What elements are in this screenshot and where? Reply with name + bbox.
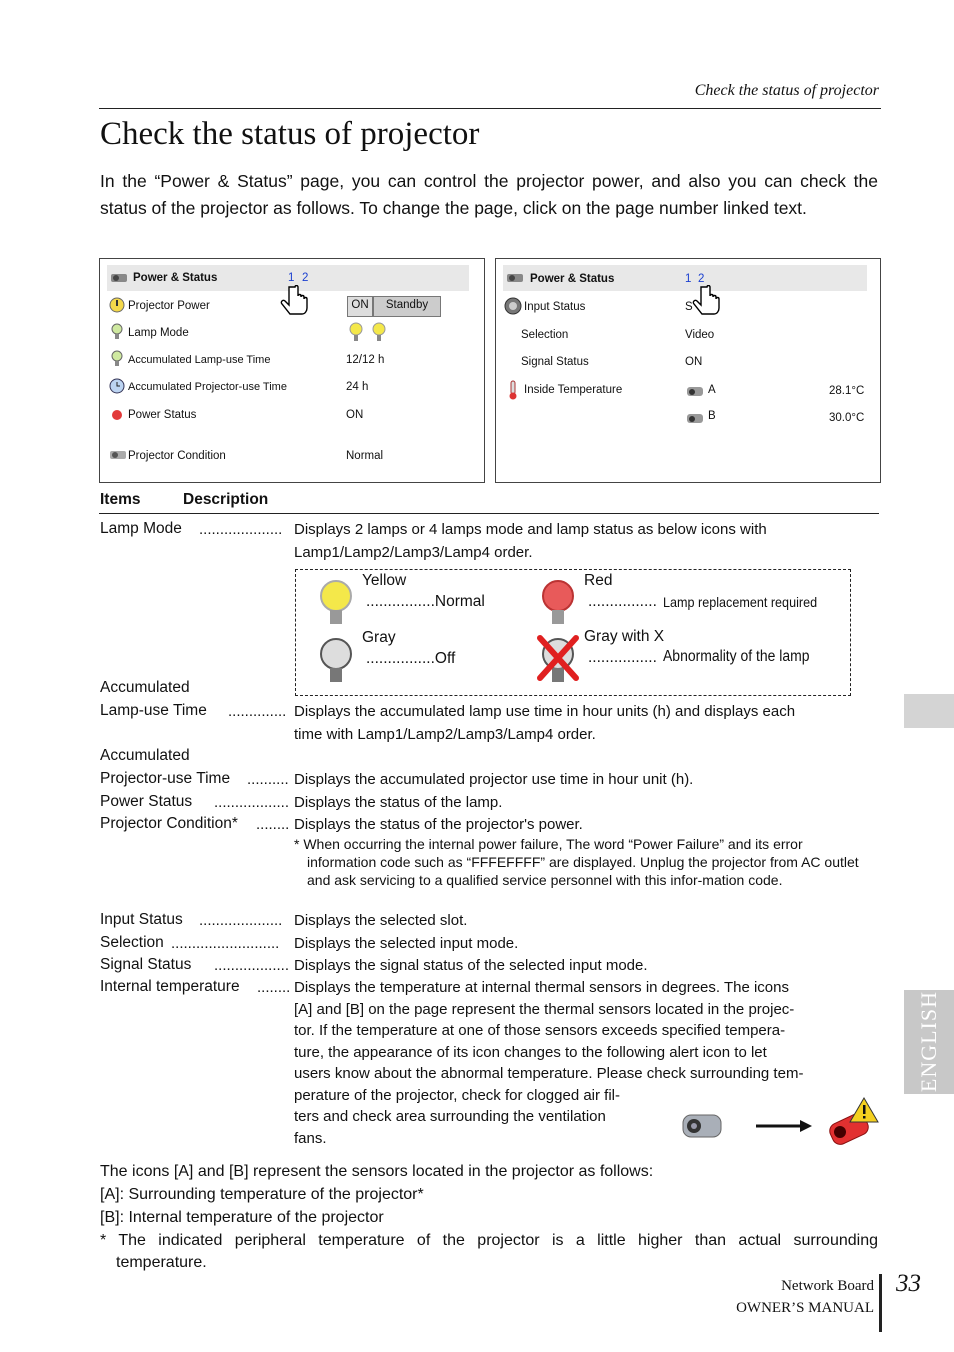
lamp2-yellow-icon <box>371 322 387 344</box>
projector-use-time-value: 24 h <box>346 381 369 393</box>
footnote-line-1: * The indicated peripheral temperature of the projector is a little higher than actual surrounding <box>100 1232 878 1249</box>
dot-leader: .......................... <box>171 935 280 952</box>
dot-leader: .................... <box>199 521 283 538</box>
lamp-status-legend <box>295 569 851 696</box>
selection-value: Video <box>685 329 715 341</box>
input-status-icon <box>504 297 522 315</box>
selection-label: Selection <box>100 934 164 951</box>
legend-gray-x: Gray with X <box>584 628 665 645</box>
arrow-right-icon <box>754 1118 814 1134</box>
projector-icon <box>506 271 526 285</box>
power-status-dot-icon <box>111 409 123 421</box>
internal-temp-line: Displays the temperature at internal thermal sensors in degrees. The icons <box>294 979 789 996</box>
thermometer-icon <box>508 380 518 400</box>
proj-cond-note: * When occurring the internal power failure, The word “Power Failure” and its error information code such as “FFFEFFFF” are displayed. Unplug the projector from AC outlet and ask servicing to a qualified service personnel with this infor-mation code. <box>294 836 859 888</box>
lamp-gray-x-icon <box>536 632 580 688</box>
proj-use-label-2: Projector-use Time <box>100 770 231 787</box>
english-tab-label: ENGLISH <box>916 991 941 1093</box>
footer-line-2: OWNER’S MANUAL <box>736 1300 874 1316</box>
lamp-mode-desc-1: Displays 2 lamps or 4 lamps mode and lamp status as below icons with <box>294 521 767 538</box>
description-column-header: Description <box>183 491 269 508</box>
sensors-intro: The icons [A] and [B] represent the sensors located in the projector as follows: <box>100 1163 654 1180</box>
lamp-use-time-value: 12/12 h <box>346 354 385 366</box>
dot-leader: .................... <box>199 912 283 929</box>
intro-paragraph: In the “Power & Status” page, you can control the projector power, and also you can check the status of the projector as follows. To change the page, click on the page number linked text. <box>100 171 878 218</box>
legend-red-desc: Lamp replacement required <box>663 594 818 610</box>
lamp-use-label-1: Accumulated <box>100 679 190 696</box>
standby-button[interactable]: Standby <box>373 296 441 317</box>
dot-leader: ........ <box>257 979 291 996</box>
hand-cursor-icon <box>692 285 722 321</box>
sensor-b-icon <box>686 410 706 426</box>
page-link-1[interactable]: 1 <box>288 272 295 284</box>
internal-temp-label: Internal temperature <box>100 978 240 995</box>
footnote-line-2: temperature. <box>116 1254 207 1271</box>
row-signal-status: Signal Status <box>521 356 589 368</box>
row-selection: Selection <box>521 329 569 341</box>
power-icon <box>109 297 125 313</box>
running-header: Check the status of projector <box>694 82 879 99</box>
lamp-gray-icon <box>318 636 354 688</box>
projector-condition-icon <box>109 448 129 462</box>
dot-leader: .................. <box>214 957 290 974</box>
lamp-time-icon <box>110 350 124 368</box>
row-projector-power: Projector Power <box>128 300 210 312</box>
selection-desc: Displays the selected input mode. <box>294 935 519 952</box>
row-power-status: Power Status <box>128 409 197 421</box>
sensor-b-label: B <box>708 410 716 422</box>
row-lamp-mode: Lamp Mode <box>128 327 189 339</box>
panel-heading: Power & Status <box>530 273 615 285</box>
footer-line-1: Network Board <box>781 1278 874 1294</box>
legend-gray-x-desc: Abnormality of the lamp <box>663 648 810 665</box>
internal-temp-line: tor. If the temperature at one of those sensors exceeds specified tempera- <box>294 1022 786 1039</box>
page-link-2[interactable]: 2 <box>698 273 705 285</box>
internal-temp-line: users know about the abnormal temperature. Please check surrounding tem- <box>294 1065 804 1082</box>
dot-leader: .................. <box>214 794 290 811</box>
page-link-2[interactable]: 2 <box>302 272 309 284</box>
sensor-a-desc: [A]: Surrounding temperature of the projector* <box>100 1186 424 1203</box>
items-column-header: Items <box>100 491 141 508</box>
temperature-a-value: 28.1°C <box>829 385 865 397</box>
page-link-1[interactable]: 1 <box>685 273 692 285</box>
temperature-b-value: 30.0°C <box>829 412 865 424</box>
internal-temp-line: fans. <box>294 1130 327 1147</box>
sensor-normal-icon <box>680 1105 726 1145</box>
input-status-value: S <box>685 301 693 313</box>
input-status-desc: Displays the selected slot. <box>294 912 468 929</box>
row-projector-use-time: Accumulated Projector-use Time <box>128 381 287 393</box>
legend-red: Red <box>584 572 613 589</box>
row-lamp-use-time: Accumulated Lamp-use Time <box>128 354 271 366</box>
internal-temp-line: [A] and [B] on the page represent the thermal sensors located in the projec- <box>294 1001 795 1018</box>
page-title: Check the status of projector <box>100 116 480 152</box>
dot-leader: ........ <box>256 816 290 833</box>
lamp-use-label-2: Lamp-use Time <box>100 702 207 719</box>
projector-condition-value: Normal <box>346 450 384 462</box>
items-rule <box>99 513 879 514</box>
sensor-alert-icon <box>826 1094 880 1148</box>
legend-gray-desc: ................Off <box>366 650 456 667</box>
row-input-status: Input Status <box>524 301 586 313</box>
english-tab <box>904 990 954 1094</box>
on-button[interactable]: ON <box>347 296 373 317</box>
signal-status-desc: Displays the signal status of the selected input mode. <box>294 957 648 974</box>
lamp-yellow-icon <box>318 578 354 630</box>
power-status-panel-2 <box>495 258 881 483</box>
lamp-red-icon <box>540 578 576 630</box>
proj-use-desc: Displays the accumulated projector use time in hour unit (h). <box>294 771 694 788</box>
panel-heading: Power & Status <box>133 272 218 284</box>
lamp-use-desc-2: time with Lamp1/Lamp2/Lamp3/Lamp4 order. <box>294 726 596 743</box>
page-number-bar <box>879 1274 882 1332</box>
legend-yellow-desc: ................Normal <box>366 593 485 610</box>
legend-red-dots: ................ <box>588 593 657 610</box>
power-status-value: ON <box>346 409 364 421</box>
lamp-mode-label: Lamp Mode <box>100 520 182 537</box>
power-status-panel-1 <box>99 258 485 483</box>
internal-temp-line: ters and check area surrounding the ventilation <box>294 1108 606 1125</box>
lamp1-yellow-icon <box>348 322 364 344</box>
proj-cond-desc: Displays the status of the projector's power. <box>294 816 583 833</box>
page-number: 33 <box>896 1270 921 1297</box>
lamp-mode-desc-2: Lamp1/Lamp2/Lamp3/Lamp4 order. <box>294 544 533 561</box>
lamp-icon <box>110 323 124 341</box>
power-status-label: Power Status <box>100 793 193 810</box>
sensor-b-desc: [B]: Internal temperature of the projector <box>100 1209 384 1226</box>
signal-status-label: Signal Status <box>100 956 192 973</box>
proj-cond-label: Projector Condition* <box>100 815 238 832</box>
row-inside-temperature: Inside Temperature <box>524 384 623 396</box>
proj-use-label-1: Accumulated <box>100 747 190 764</box>
clock-icon <box>109 378 125 394</box>
legend-gray: Gray <box>362 629 396 646</box>
power-status-desc: Displays the status of the lamp. <box>294 794 503 811</box>
sensor-a-icon <box>686 383 706 399</box>
hand-cursor-icon <box>280 285 310 321</box>
legend-yellow: Yellow <box>362 572 407 589</box>
dot-leader: .......... <box>247 771 289 788</box>
header-rule <box>99 108 881 109</box>
projector-icon <box>110 271 130 285</box>
internal-temp-line: perature of the projector, check for clogged air fil- <box>294 1087 621 1104</box>
sensor-a-label: A <box>708 384 716 396</box>
signal-status-value: ON <box>685 356 703 368</box>
lamp-use-desc-1: Displays the accumulated lamp use time in hour units (h) and displays each <box>294 703 796 720</box>
row-projector-condition: Projector Condition <box>128 450 226 462</box>
legend-gray-x-dots: ................ <box>588 649 657 666</box>
internal-temp-line: ture, the appearance of its icon changes to the following alert icon to let <box>294 1044 767 1061</box>
dot-leader: .............. <box>228 703 287 720</box>
input-status-label: Input Status <box>100 911 183 928</box>
section-tab <box>904 694 954 728</box>
